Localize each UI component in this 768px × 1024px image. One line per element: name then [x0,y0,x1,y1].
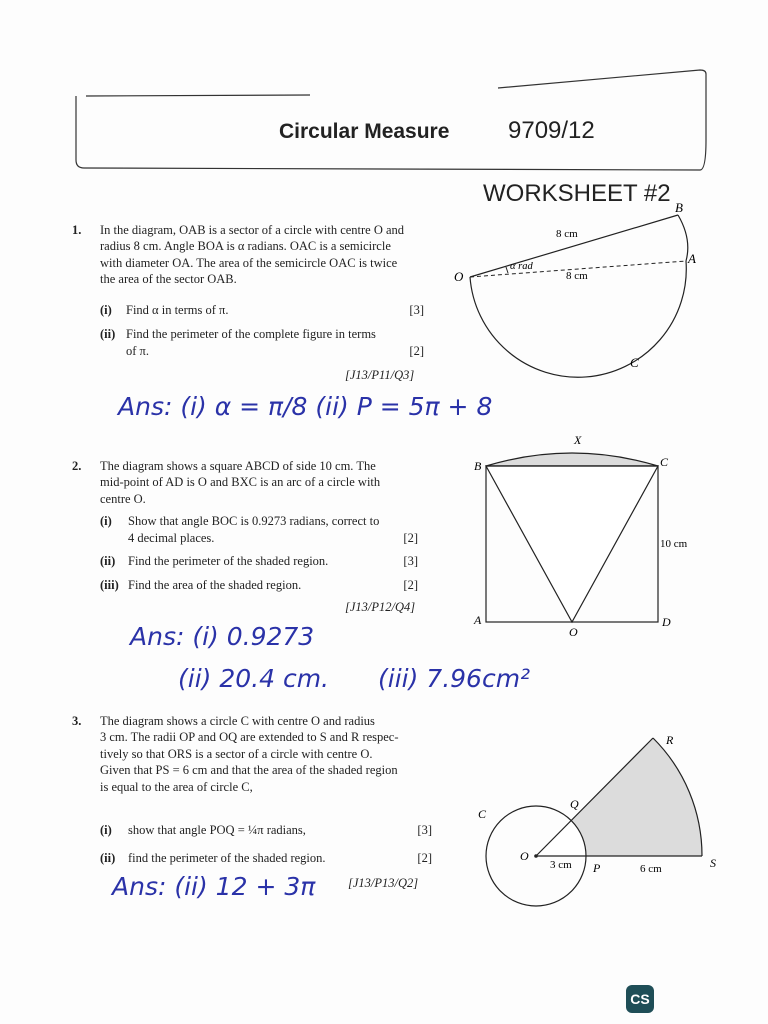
q3-length-ps: 6 cm [640,863,662,875]
worksheet-label: WORKSHEET #2 [483,180,671,207]
question-1-part-i: (i) Find α in terms of π. [3] [100,303,424,317]
question-3-number: 3. [72,714,82,728]
question-2-answer-ii: (ii) 20.4 cm. [178,664,330,693]
q1-label-a: A [688,251,696,266]
question-2-answer-iii: (iii) 7.96cm² [378,664,531,693]
question-1-part-ii: (ii) Find the perimeter of the complete figure in terms of π. [2] [100,327,424,358]
q3-label-q: Q [570,797,579,811]
question-3-text: The diagram shows a circle C with centre O and radius 3 cm. The radii OP and OQ are extended to S and R respec- tively so that ORS is a sector of a circle with centre O. Given that PS = 6 cm and that the area of the shaded region is equal to the area of circle C, [100,714,399,794]
q2-label-d: D [662,615,671,629]
q3-label-c: C [478,807,487,821]
q2-label-a: A [474,613,482,627]
q3-label-r: R [666,733,674,747]
q3-label-o: O [520,849,529,863]
question-3-reference: [J13/P13/Q2] [348,876,419,890]
question-2-text: The diagram shows a square ABCD of side 10 cm. The mid-point of AD is O and BXC is an arc of a circle with centre O. [100,459,381,506]
question-1-text: In the diagram, OAB is a sector of a circle with centre O and radius 8 cm. Angle BOA is α radians. OAC is a semicircle with diameter OA. The area of the semicircle OAC is twice the area of the sector OAB. [100,223,405,287]
q1-label-o: O [454,269,464,284]
q2-label-b: B [474,459,482,473]
question-3-answer: Ans: (ii) 12 + 3π [112,872,316,901]
question-3-diagram [470,728,730,928]
q1-angle: α rad [510,261,533,272]
question-3-part-i: (i) show that angle POQ = ¼π radians, [3] [100,823,432,837]
scanner-badge: CS [626,985,654,1013]
q3-label-s: S [710,856,716,870]
q1-label-b: B [675,200,683,215]
question-2-part-ii: (ii) Find the perimeter of the shaded region. [3] [100,554,418,568]
course-code: 9709/12 [508,117,595,144]
q3-length-op: 3 cm [550,859,572,871]
q2-label-o: O [569,625,578,638]
q3-label-p: P [593,861,601,875]
question-2-diagram [470,428,710,638]
header-frame [0,0,768,200]
question-1-answer: Ans: (i) α = π/8 (ii) P = 5π + 8 [118,392,493,421]
question-2-part-iii: (iii) Find the area of the shaded region. [2] [100,578,418,592]
q1-length-ob: 8 cm [556,228,578,240]
question-2-number: 2. [72,459,82,473]
question-2-answer-line-1: Ans: (i) 0.9273 [130,622,315,651]
question-2-part-i: (i) Show that angle BOC is 0.9273 radians, correct to 4 decimal places. [2] [100,514,418,545]
q1-label-c: C [630,355,639,370]
question-1-diagram [448,195,698,385]
question-2-reference: [J13/P12/Q4] [345,600,416,614]
question-3-part-ii: (ii) find the perimeter of the shaded region. [2] [100,851,432,865]
page-title: Circular Measure [279,120,450,143]
q2-label-c: C [660,455,669,469]
q1-length-oa: 8 cm [566,270,588,282]
q2-side-length: 10 cm [660,538,688,550]
q2-label-x: X [574,433,582,447]
question-1-reference: [J13/P11/Q3] [345,368,415,382]
question-1-number: 1. [72,223,82,237]
